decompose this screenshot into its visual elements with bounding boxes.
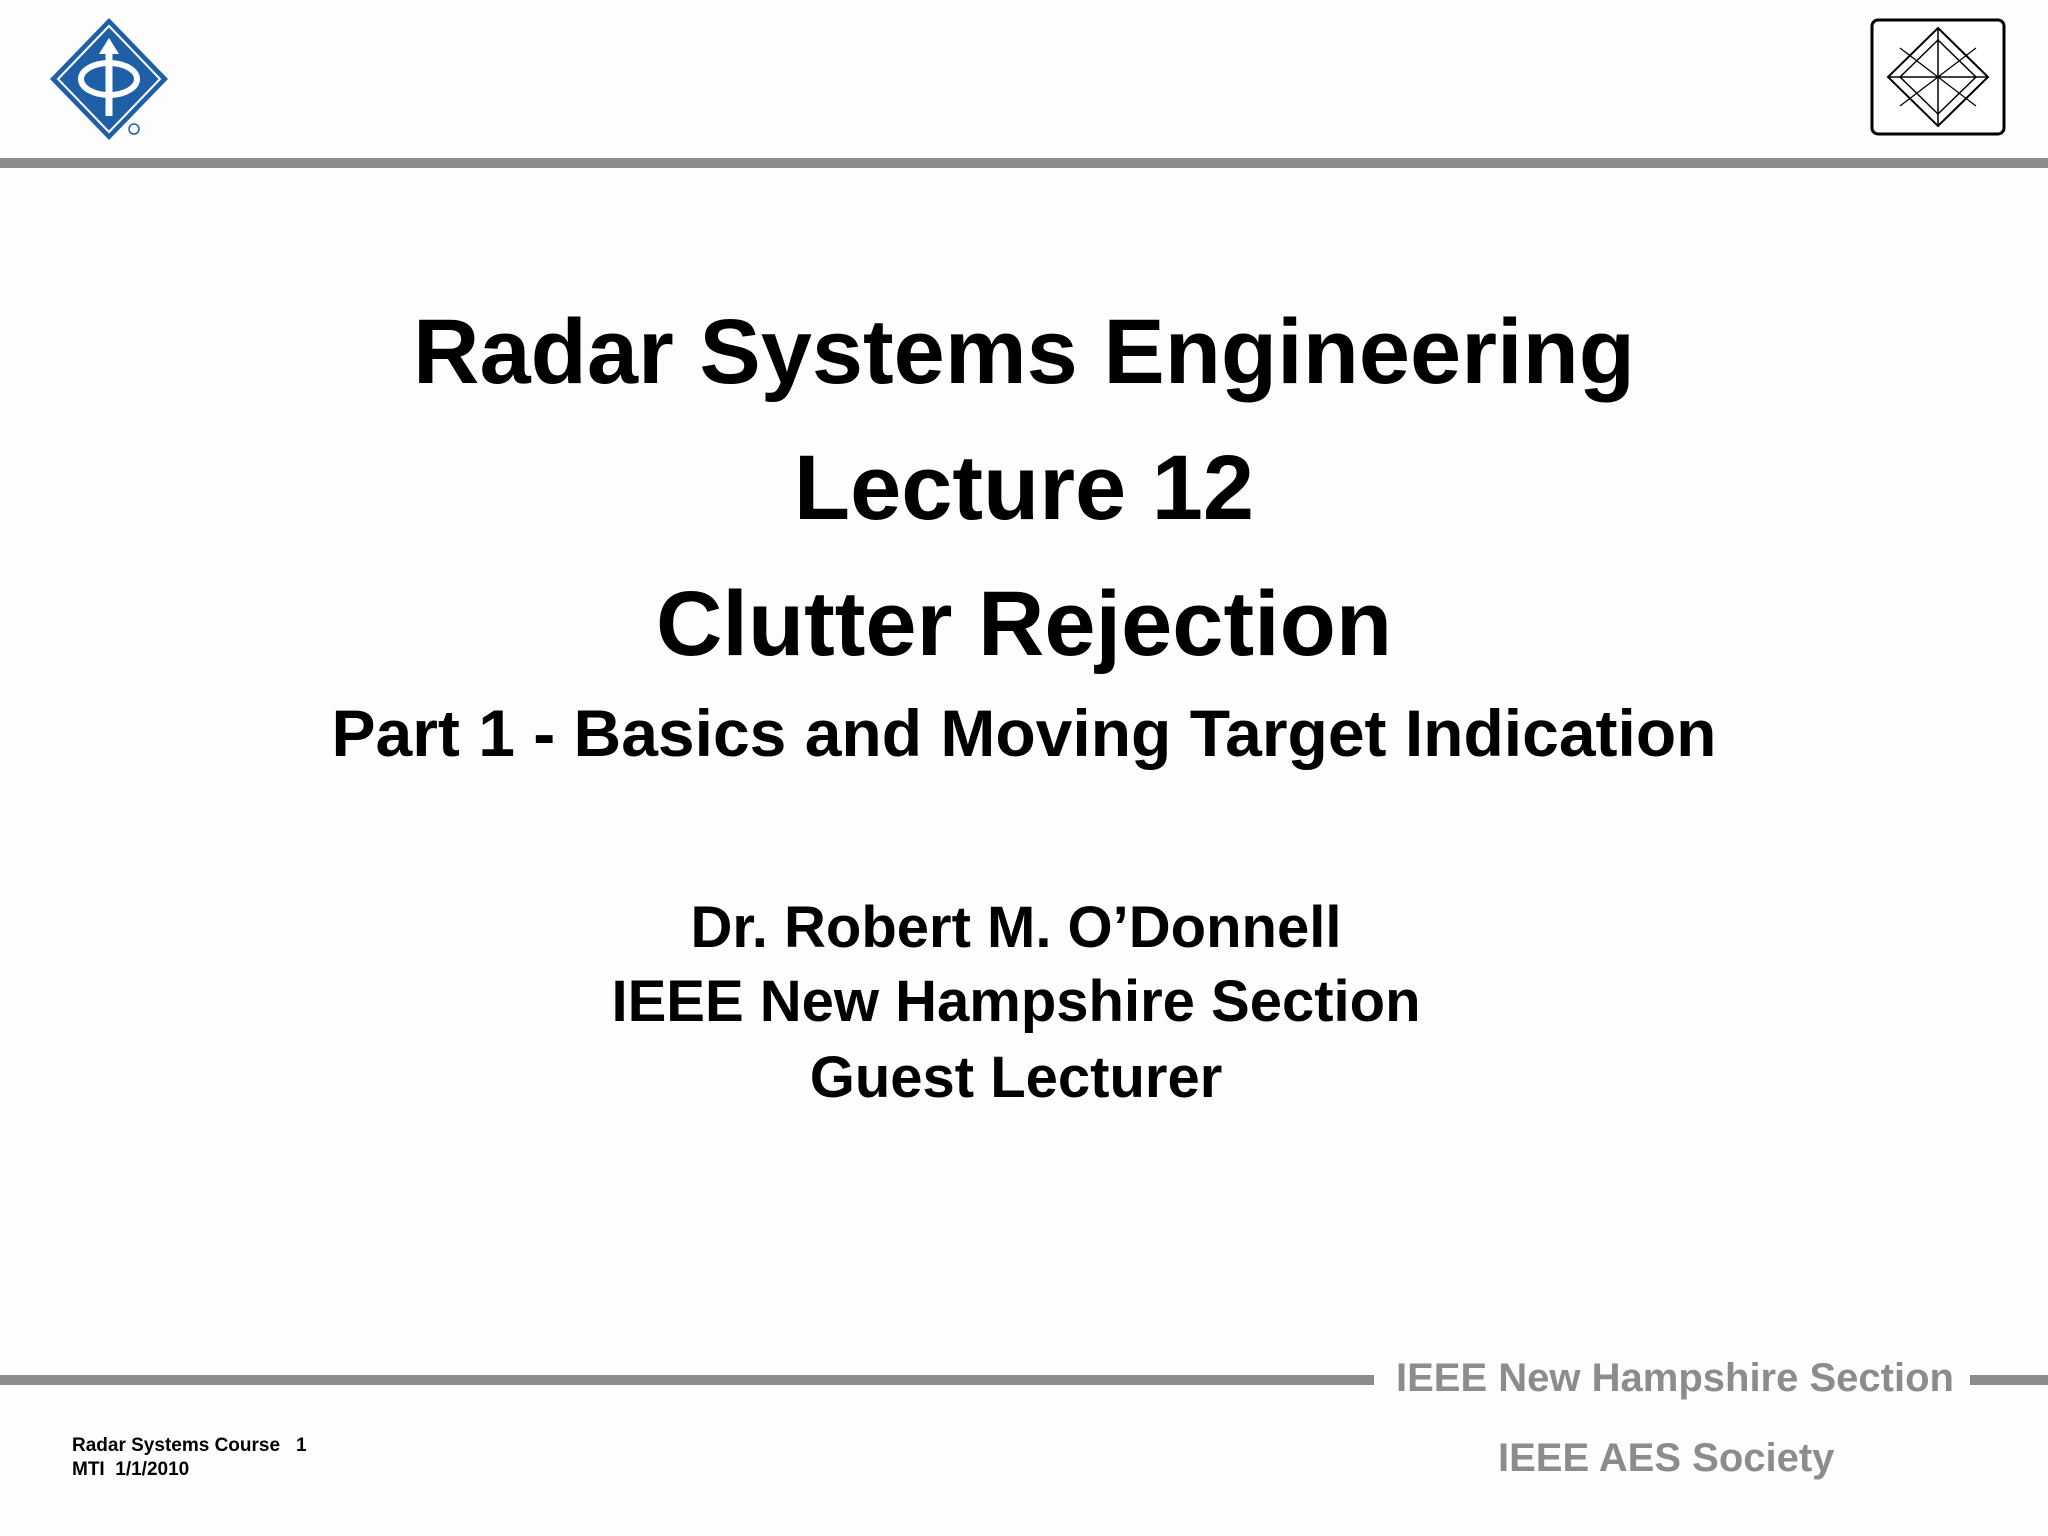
footer-society: IEEE AES Society — [1498, 1436, 1835, 1480]
header-divider — [0, 158, 2048, 168]
title-line-3: Clutter Rejection — [655, 573, 1393, 675]
footer-divider-left — [0, 1375, 1374, 1385]
aes-logo — [1870, 18, 2006, 136]
author-name: Dr. Robert M. O’Donnell — [690, 895, 1342, 960]
footer-section: IEEE New Hampshire Section — [1396, 1356, 1954, 1400]
footer-divider-right — [1970, 1375, 2048, 1385]
page-number: 1 — [296, 1435, 307, 1456]
footer-date: MTI 1/1/2010 — [72, 1459, 190, 1480]
title-line-1: Radar Systems Engineering — [413, 301, 1635, 403]
title-line-2: Lecture 12 — [793, 437, 1255, 539]
ieee-logo — [46, 16, 172, 142]
footer-course: Radar Systems Course — [72, 1435, 281, 1456]
author-affiliation: IEEE New Hampshire Section — [611, 969, 1421, 1034]
author-role: Guest Lecturer — [809, 1045, 1223, 1110]
subtitle: Part 1 - Basics and Moving Target Indication — [331, 696, 1717, 770]
footer-meta — [72, 1434, 307, 1482]
